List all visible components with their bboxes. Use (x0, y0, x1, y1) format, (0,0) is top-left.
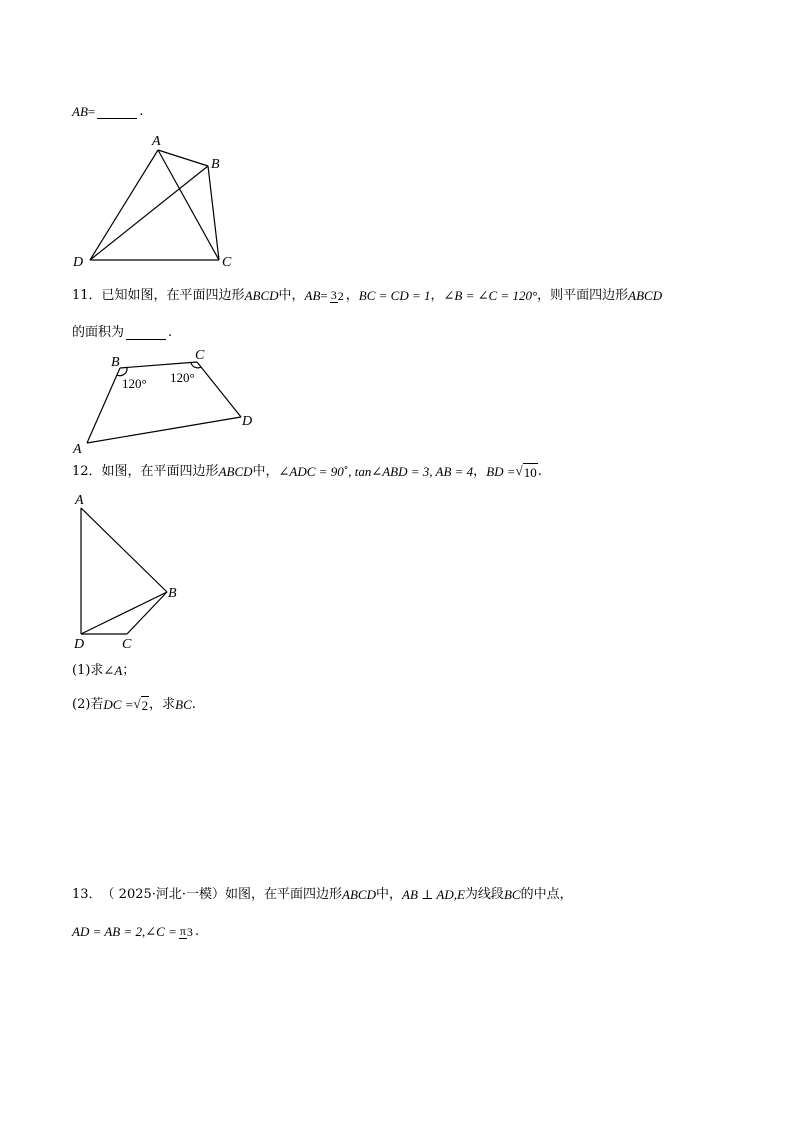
part-label: (2)若 (72, 696, 104, 712)
vertex-label-b: B (168, 586, 177, 601)
fraction-numerator: 3 (330, 288, 337, 303)
radicand: 10 (523, 464, 537, 480)
question-text: 中， (376, 887, 403, 902)
question-11-line2 (72, 324, 172, 343)
vertex-label-d: D (242, 414, 253, 429)
question-12-line1 (72, 462, 542, 482)
quad-name: ABCD (244, 288, 279, 303)
bc-cd-condition: BC = CD = 1 (358, 288, 431, 303)
dc-label: DC = (103, 696, 134, 712)
question-text: 如图，在平面四边形 (101, 463, 219, 479)
vertex-label-a: A (73, 442, 82, 457)
fraction-denominator: 2 (337, 288, 344, 303)
fraction-3-2 (330, 289, 344, 303)
separator: ， (345, 288, 359, 303)
question-number: 12． (72, 463, 102, 479)
angle-label-c: 120° (170, 370, 195, 385)
question-12-part2 (72, 695, 196, 715)
fraction-pi-3 (179, 925, 193, 939)
quad-name: ABCD (218, 463, 253, 479)
quad-name: ABCD (628, 288, 663, 303)
angle-a: ∠A (103, 663, 123, 678)
question-number: 11． (72, 288, 102, 303)
question-text: 中， (278, 288, 305, 303)
vertex-label-c: C (195, 348, 205, 363)
equals-sign: = (320, 288, 328, 303)
vertex-label-a: A (75, 493, 84, 508)
question-text: 已知如图，在平面四边形 (101, 288, 245, 303)
question-12-part1 (72, 662, 135, 681)
figure-q12 (68, 488, 198, 653)
tan-condition: , tan∠ABD = 3, AB = 4 (348, 463, 474, 479)
sqrt-10: √10 (515, 463, 537, 480)
period: . (194, 924, 200, 939)
separator: ， (473, 463, 487, 479)
figure-q11 (65, 345, 265, 460)
question-number: 13． (72, 887, 102, 902)
sqrt-2: √2 (133, 696, 149, 713)
vertex-label-d: D (73, 255, 84, 270)
equals-sign: = (87, 104, 96, 119)
vertex-label-d: D (74, 637, 85, 652)
angle-label-b: 120° (122, 376, 147, 391)
bd-label: BD = (486, 463, 516, 479)
figure-q10 (65, 130, 250, 270)
answer-line-ab (72, 103, 143, 122)
part-label: (1)求 (72, 663, 104, 678)
bc-label: BC (503, 887, 521, 902)
separator: ； (122, 663, 136, 678)
separator: ， (430, 288, 444, 303)
question-text: 中， (252, 463, 279, 479)
question-text: 为线段 (464, 887, 504, 902)
question-text: ，求 (149, 696, 176, 712)
question-text: ，则平面四边形 (537, 288, 629, 303)
vertex-label-b: B (111, 355, 120, 370)
ab-label: AB (304, 288, 321, 303)
fraction-numerator: π (179, 924, 186, 939)
period: . (537, 463, 542, 479)
ab-label: AB (72, 104, 88, 119)
angle-condition: ∠B = ∠C = 120° (443, 288, 538, 303)
question-13-line2 (72, 923, 199, 942)
period: . (191, 696, 196, 712)
bc-label: BC (175, 696, 192, 712)
perpendicular-condition: AB ⊥ AD,E (402, 887, 465, 902)
quad-name: ABCD (342, 887, 376, 902)
period: . (168, 325, 173, 340)
vertex-label-b: B (211, 157, 220, 172)
question-13-line1 (72, 886, 573, 905)
answer-blank (126, 327, 166, 340)
question-text: 如图，在平面四边形 (225, 887, 343, 902)
answer-blank (97, 106, 137, 119)
vertex-label-a: A (152, 134, 161, 149)
angle-adc-condition: ∠ADC = 90 (278, 463, 344, 479)
question-text: 的面积为 (72, 325, 125, 340)
question-source: （ 2025·河北·一模） (101, 887, 226, 902)
radicand: 2 (141, 697, 149, 713)
question-11-line1 (72, 287, 662, 306)
length-angle-condition: AD = AB = 2,∠C = (72, 924, 177, 939)
vertex-label-c: C (122, 637, 132, 652)
fraction-denominator: 3 (186, 924, 193, 939)
question-text: 的中点， (520, 887, 573, 902)
degree-mark: ° (343, 466, 349, 476)
vertex-label-c: C (222, 255, 232, 270)
period: . (139, 104, 144, 119)
